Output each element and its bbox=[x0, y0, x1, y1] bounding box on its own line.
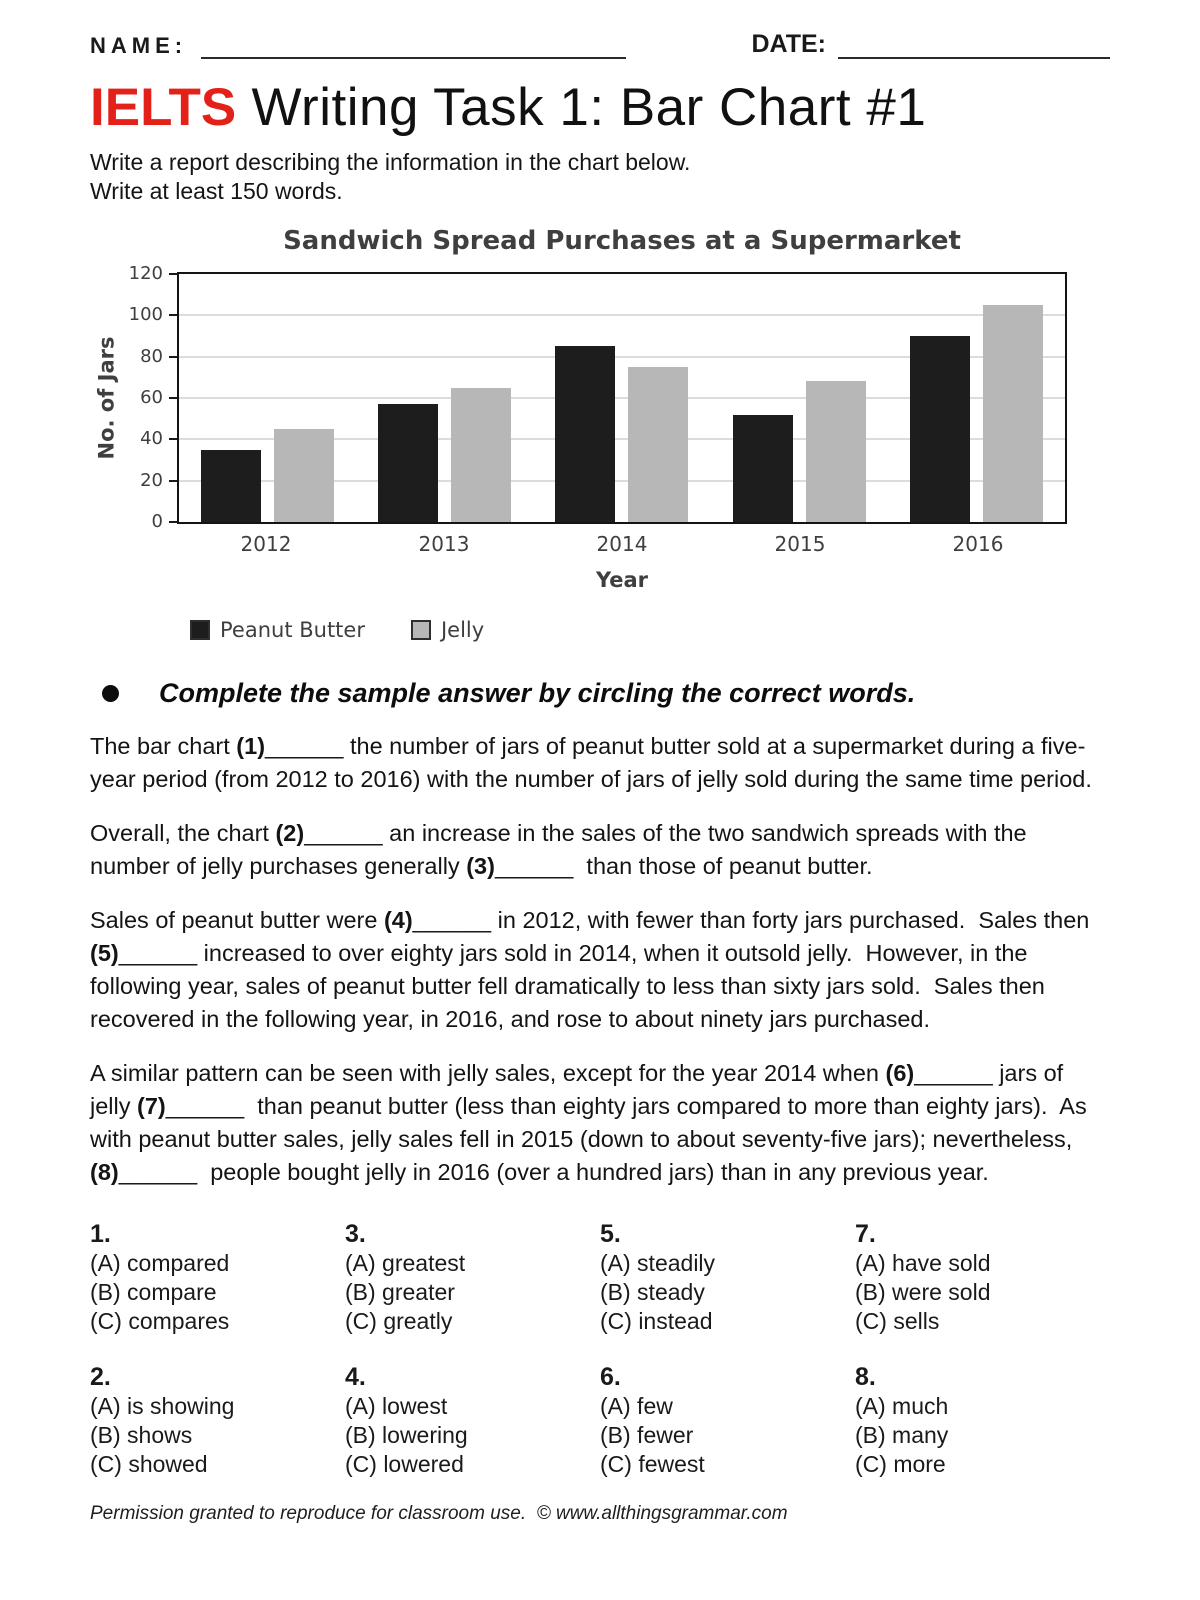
question-number: 1. bbox=[90, 1220, 111, 1248]
question-5-option-a[interactable]: (A) steadily bbox=[600, 1250, 716, 1276]
question-number: 2. bbox=[90, 1363, 111, 1391]
question-7-option-c[interactable]: (C) sells bbox=[855, 1308, 940, 1334]
gap-number: (8) bbox=[90, 1159, 119, 1185]
bar-jelly-2016 bbox=[983, 305, 1043, 522]
gap-number: (1) bbox=[236, 733, 266, 759]
legend-peanut-butter bbox=[190, 618, 365, 642]
paragraph-4 bbox=[90, 1057, 1110, 1189]
jelly-swatch-icon bbox=[411, 620, 431, 640]
question-number: 5. bbox=[600, 1220, 621, 1248]
task-instruction bbox=[90, 678, 1110, 709]
paragraph-text: The bar chart bbox=[90, 733, 237, 759]
question-4-option-b[interactable]: (B) lowering bbox=[345, 1422, 468, 1448]
question-5-option-c[interactable]: (C) instead bbox=[600, 1308, 713, 1334]
question-7-option-b[interactable]: (B) were sold bbox=[855, 1279, 991, 1305]
paragraph-text: ______ in 2012, with fewer than forty jars purchased. Sales then bbox=[412, 907, 1096, 933]
bar-jelly-2014 bbox=[628, 367, 688, 522]
question-5 bbox=[600, 1219, 855, 1336]
date-field bbox=[751, 30, 1110, 59]
y-tick-40: 40 bbox=[140, 428, 163, 450]
x-tick-2012: 2012 bbox=[240, 532, 292, 556]
question-2-option-b[interactable]: (B) shows bbox=[90, 1422, 193, 1448]
title-text: Writing Task 1: Bar Chart #1 bbox=[236, 78, 927, 137]
gap-number: (7) bbox=[137, 1093, 166, 1119]
legend-label: Peanut Butter bbox=[220, 618, 365, 642]
paragraph-text: ______ increased to over eighty jars sold in 2014, when it outsold jelly. However, in the following year, sales of peanut butter fell dramatically to less than sixty jars sold. Sales then recovered in the following year, in 2016, and rose to about ninety jars purchased. bbox=[90, 940, 1052, 1032]
bar-chart bbox=[90, 226, 1110, 642]
bar-group-2013 bbox=[356, 274, 533, 522]
paragraph-text: ______ jars of jelly bbox=[90, 1060, 1070, 1119]
question-number: 4. bbox=[345, 1363, 366, 1391]
task-instruction-text: Complete the sample answer by circling the correct words. bbox=[159, 678, 916, 708]
bar-jelly-2015 bbox=[806, 381, 866, 522]
question-4-option-c[interactable]: (C) lowered bbox=[345, 1451, 464, 1477]
bar-group-2016 bbox=[888, 274, 1065, 522]
page-title bbox=[90, 77, 1110, 138]
question-number: 8. bbox=[855, 1363, 876, 1391]
question-2-option-a[interactable]: (A) is showing bbox=[90, 1393, 235, 1419]
y-tick-mark bbox=[169, 438, 177, 440]
question-1-option-c[interactable]: (C) compares bbox=[90, 1308, 230, 1334]
bar-peanut-butter-2015 bbox=[733, 415, 793, 522]
x-axis-title: Year bbox=[595, 568, 649, 592]
question-4-option-a[interactable]: (A) lowest bbox=[345, 1393, 448, 1419]
y-axis-label-text: No. of Jars bbox=[94, 336, 119, 460]
x-tick-2013: 2013 bbox=[418, 532, 470, 556]
question-8-option-c[interactable]: (C) more bbox=[855, 1451, 946, 1477]
chart-legend bbox=[190, 618, 1110, 642]
title-brand: IELTS bbox=[90, 78, 237, 137]
y-tick-mark bbox=[169, 397, 177, 399]
question-1-option-a[interactable]: (A) compared bbox=[90, 1250, 230, 1276]
bar-jelly-2013 bbox=[451, 388, 511, 522]
question-7 bbox=[855, 1219, 1110, 1336]
x-tick-2016: 2016 bbox=[952, 532, 1004, 556]
bullet-icon bbox=[102, 685, 119, 702]
date-label: DATE: bbox=[751, 30, 826, 58]
bar-group-2015 bbox=[711, 274, 888, 522]
name-field bbox=[90, 33, 751, 59]
question-6-option-a[interactable]: (A) few bbox=[600, 1393, 673, 1419]
peanut-butter-swatch-icon bbox=[190, 620, 210, 640]
question-3-option-a[interactable]: (A) greatest bbox=[345, 1250, 466, 1276]
y-tick-60: 60 bbox=[140, 387, 163, 408]
plot-area bbox=[177, 272, 1067, 524]
question-2 bbox=[90, 1362, 345, 1479]
bar-group-2014 bbox=[533, 274, 710, 522]
gap-number: (2) bbox=[275, 820, 305, 846]
x-axis-ticks bbox=[177, 532, 1067, 556]
question-6 bbox=[600, 1362, 855, 1479]
bar-group-2012 bbox=[179, 274, 356, 522]
paragraph-text: Overall, the chart bbox=[90, 820, 276, 846]
y-tick-mark bbox=[169, 356, 177, 358]
y-tick-mark bbox=[169, 273, 177, 275]
question-8-option-b[interactable]: (B) many bbox=[855, 1422, 949, 1448]
y-tick-20: 20 bbox=[140, 469, 163, 491]
question-6-option-c[interactable]: (C) fewest bbox=[600, 1451, 705, 1477]
y-tick-100: 100 bbox=[128, 304, 163, 326]
sample-answer bbox=[90, 730, 1110, 1189]
y-axis-label bbox=[90, 272, 122, 524]
question-3-option-c[interactable]: (C) greatly bbox=[345, 1308, 453, 1334]
y-tick-80: 80 bbox=[140, 345, 163, 367]
gap-number: (4) bbox=[383, 907, 413, 933]
instruction-line-1: Write a report describing the information in the chart below. bbox=[90, 149, 691, 175]
answer-options bbox=[90, 1219, 1110, 1479]
question-3-option-b[interactable]: (B) greater bbox=[345, 1279, 455, 1305]
paragraph-1 bbox=[90, 730, 1110, 796]
bar-peanut-butter-2013 bbox=[378, 404, 438, 522]
question-3 bbox=[345, 1219, 600, 1336]
gap-number: (6) bbox=[885, 1060, 915, 1086]
name-label: NAME: bbox=[90, 33, 188, 58]
y-tick-mark bbox=[169, 480, 177, 482]
question-number: 3. bbox=[345, 1220, 366, 1248]
paragraph-text: ______ the number of jars of peanut butter sold at a supermarket during a five-year period (from 2012 to 2016) with the number of jars of jelly sold during the same time period. bbox=[90, 733, 1092, 792]
question-6-option-b[interactable]: (B) fewer bbox=[600, 1422, 694, 1448]
y-tick-mark bbox=[169, 521, 177, 523]
legend-jelly bbox=[411, 618, 484, 642]
legend-label: Jelly bbox=[440, 618, 485, 642]
x-tick-2015: 2015 bbox=[774, 532, 826, 556]
question-4 bbox=[345, 1362, 600, 1479]
name-fill-line bbox=[201, 35, 626, 59]
y-tick-120: 120 bbox=[128, 263, 163, 284]
paragraph-3 bbox=[90, 904, 1110, 1036]
x-tick-2014: 2014 bbox=[596, 532, 648, 556]
question-1-option-b[interactable]: (B) compare bbox=[90, 1279, 217, 1305]
y-tick-0: 0 bbox=[151, 511, 163, 532]
bar-jelly-2012 bbox=[274, 429, 334, 522]
date-fill-line bbox=[838, 35, 1110, 59]
paragraph-text: ______ than those of peanut butter. bbox=[494, 853, 873, 879]
y-tick-mark bbox=[169, 314, 177, 316]
bar-peanut-butter-2014 bbox=[555, 346, 615, 522]
question-8-option-a[interactable]: (A) much bbox=[855, 1393, 949, 1419]
question-8 bbox=[855, 1362, 1110, 1479]
header bbox=[90, 30, 1110, 59]
question-7-option-a[interactable]: (A) have sold bbox=[855, 1250, 991, 1276]
question-2-option-c[interactable]: (C) showed bbox=[90, 1451, 208, 1477]
gap-number: (3) bbox=[466, 853, 495, 879]
chart-title: Sandwich Spread Purchases at a Supermarket bbox=[283, 226, 961, 256]
question-number: 6. bbox=[600, 1363, 621, 1391]
paragraph-text: ______ people bought jelly in 2016 (over a hundred jars) than in any previous year. bbox=[118, 1159, 989, 1185]
question-number: 7. bbox=[855, 1220, 876, 1248]
gap-number: (5) bbox=[90, 940, 119, 966]
paragraph-text: A similar pattern can be seen with jelly sales, except for the year 2014 when bbox=[90, 1060, 886, 1086]
footer-note: Permission granted to reproduce for classroom use. © www.allthingsgrammar.com bbox=[90, 1503, 788, 1524]
paragraph-text: ______ than peanut butter (less than eighty jars compared to more than eighty jars). As with peanut butter sales, jelly sales fell in 2015 (down to about seventy-five jars); nevertheless, bbox=[90, 1093, 1094, 1152]
y-axis-ticks bbox=[122, 263, 177, 532]
question-5-option-b[interactable]: (B) steady bbox=[600, 1279, 705, 1305]
bar-peanut-butter-2016 bbox=[910, 336, 970, 522]
bar-peanut-butter-2012 bbox=[201, 450, 261, 522]
question-1 bbox=[90, 1219, 345, 1336]
paragraph-2 bbox=[90, 817, 1110, 883]
paragraph-text: Sales of peanut butter were bbox=[90, 907, 384, 933]
paragraph-text: ______ an increase in the sales of the two sandwich spreads with the number of jelly purchases generally bbox=[90, 820, 1034, 879]
instruction-line-2: Write at least 150 words. bbox=[90, 178, 343, 204]
